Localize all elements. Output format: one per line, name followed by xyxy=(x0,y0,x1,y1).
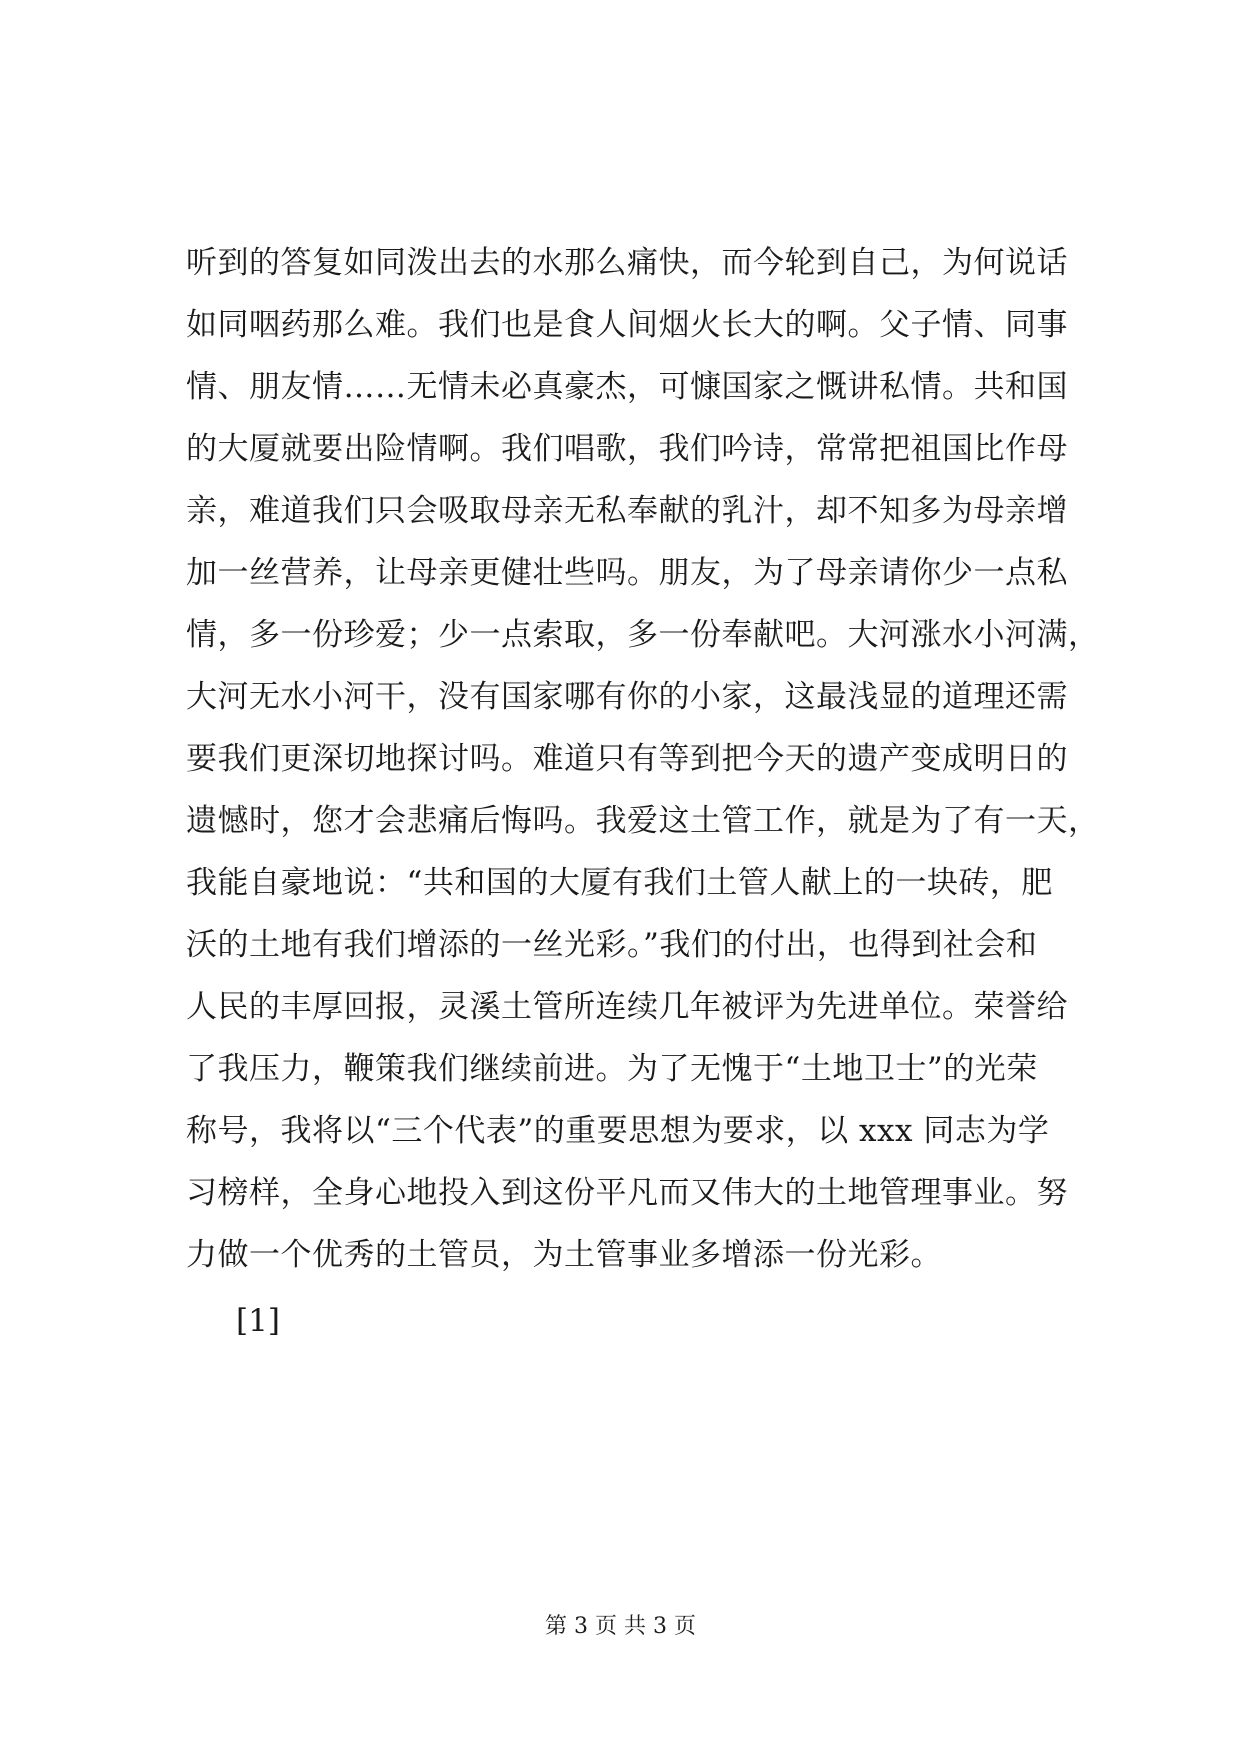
body-line: 沃的土地有我们增添的一丝光彩。”我们的付出，也得到社会和 xyxy=(186,927,1038,963)
body-line: 我能自豪地说：“共和国的大厦有我们土管人献上的一块砖，肥 xyxy=(186,865,1053,901)
body-line: 了我压力，鞭策我们继续前进。为了无愧于“土地卫士”的光荣 xyxy=(186,1051,1038,1087)
body-paragraph xyxy=(186,232,1100,1286)
body-line: 大河无水小河干，没有国家哪有你的小家，这最浅显的道理还需 xyxy=(186,679,1068,715)
body-line: 人民的丰厚回报，灵溪土管所连续几年被评为先进单位。荣誉给 xyxy=(186,989,1068,1025)
body-line: 情、朋友情……无情未必真豪杰，可慷国家之慨讲私情。共和国 xyxy=(186,369,1068,405)
body-line: 亲，难道我们只会吸取母亲无私奉献的乳汁，却不知多为母亲增 xyxy=(186,493,1068,529)
body-line: 听到的答复如同泼出去的水那么痛快，而今轮到自己，为何说话 xyxy=(186,245,1068,281)
body-line: 加一丝营养，让母亲更健壮些吗。朋友，为了母亲请你少一点私 xyxy=(186,555,1068,591)
body-line: 情，多一份珍爱；少一点索取，多一份奉献吧。大河涨水小河满， xyxy=(186,617,1100,653)
body-line: 如同咽药那么难。我们也是食人间烟火长大的啊。父子情、同事 xyxy=(186,307,1068,343)
body-line: 习榜样，全身心地投入到这份平凡而又伟大的土地管理事业。努 xyxy=(186,1175,1068,1211)
page-number-footer: 第 3 页 共 3 页 xyxy=(545,1614,696,1639)
reference-marker: [1] xyxy=(236,1303,280,1339)
body-line: 要我们更深切地探讨吗。难道只有等到把今天的遗产变成明日的 xyxy=(186,741,1068,777)
body-line: 称号，我将以“三个代表”的重要思想为要求，以 xxx 同志为学 xyxy=(186,1113,1050,1149)
body-line: 的大厦就要出险情啊。我们唱歌，我们吟诗，常常把祖国比作母 xyxy=(186,431,1068,467)
body-line: 遗憾时，您才会悲痛后悔吗。我爱这土管工作，就是为了有一天， xyxy=(186,803,1100,839)
body-line: 力做一个优秀的土管员，为土管事业多增添一份光彩。 xyxy=(186,1237,942,1273)
